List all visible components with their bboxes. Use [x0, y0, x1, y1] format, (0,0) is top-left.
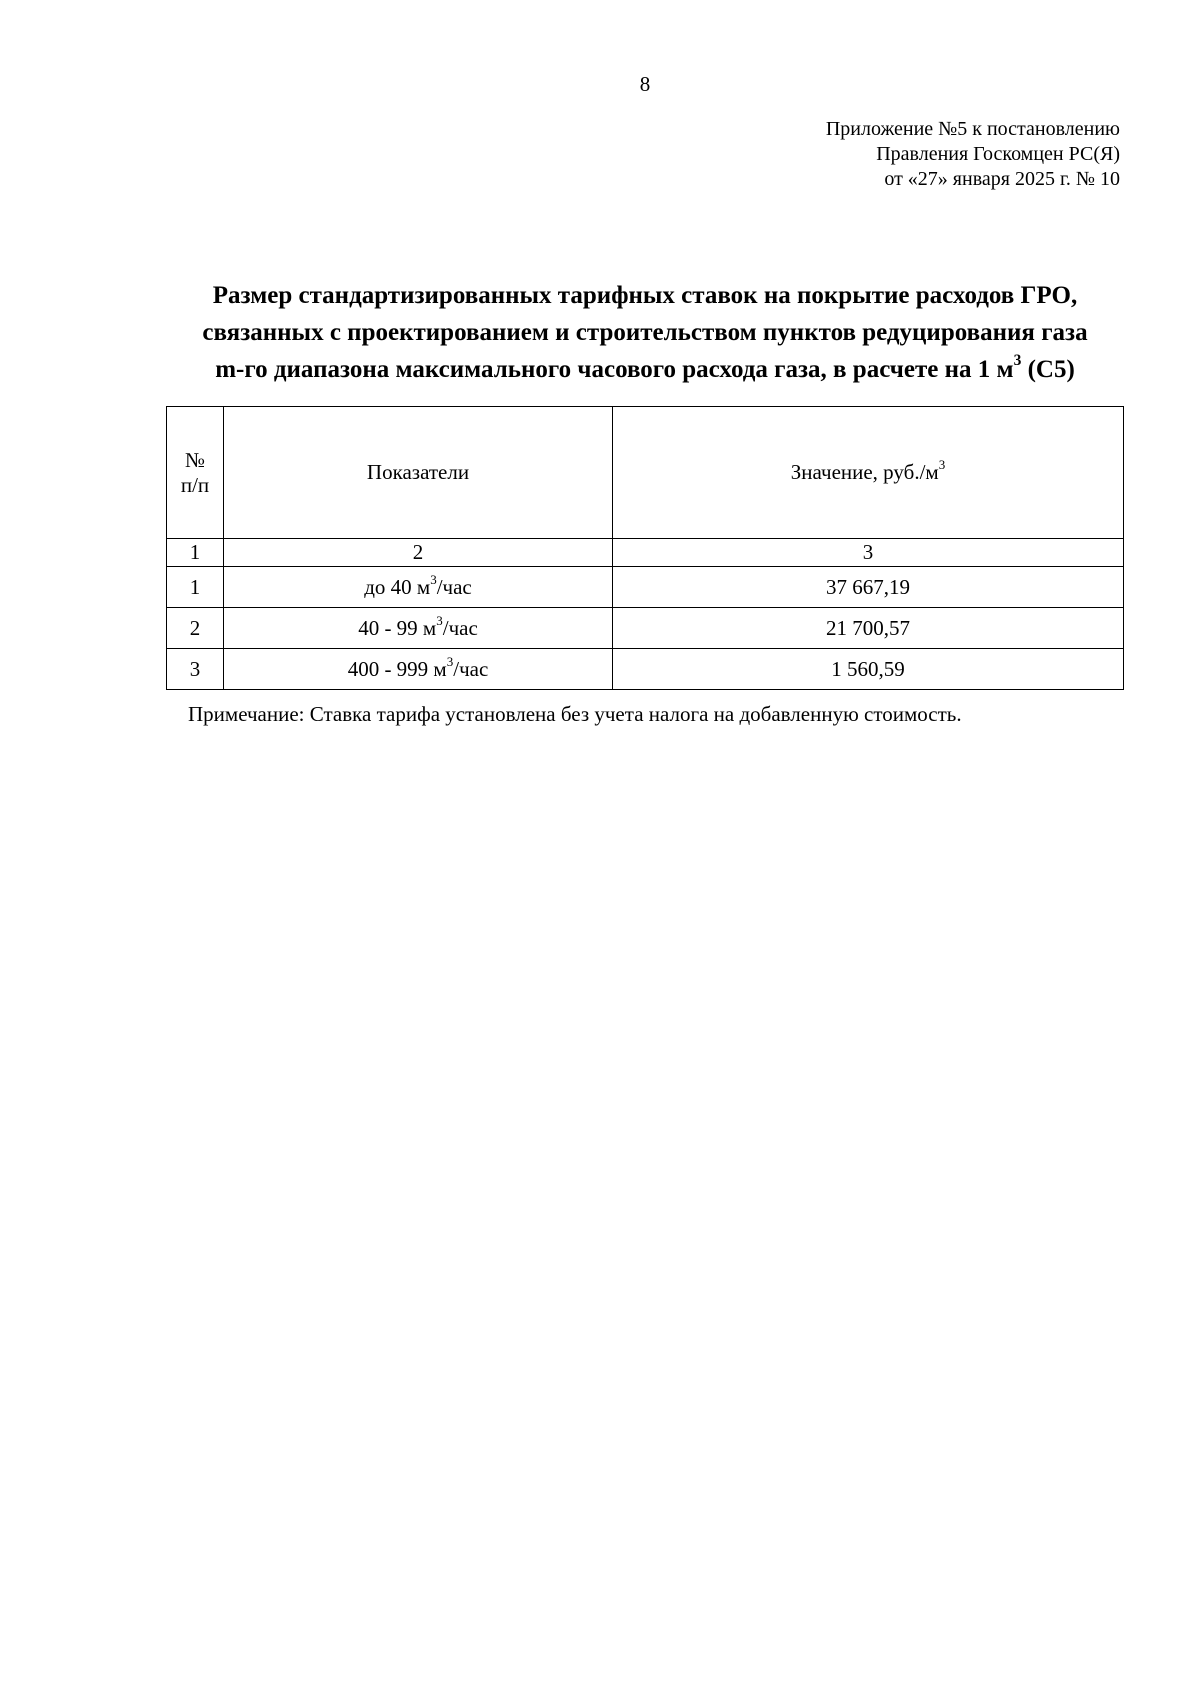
appendix-line: Правления Госкомцен РС(Я): [876, 143, 1120, 165]
row-indicator: [224, 649, 613, 690]
header-number-abbr: п/п: [180, 472, 210, 497]
indicator-unit: /час: [436, 574, 472, 599]
table-row: [167, 649, 1124, 690]
header-number: [167, 407, 224, 539]
table-note: Примечание: Ставка тарифа установлена без учета налога на добавленную стоимость.: [188, 702, 962, 726]
row-number: 2: [167, 608, 224, 649]
indicator-text: 40 - 99 м: [358, 615, 437, 640]
table-row: [167, 608, 1124, 649]
indicator-superscript: 3: [436, 612, 443, 628]
header-value-superscript: 3: [938, 457, 946, 473]
appendix-line: от «27» января 2025 г. № 10: [884, 168, 1120, 190]
appendix-line: Приложение №5 к постановлению: [825, 118, 1120, 140]
table-row: [167, 567, 1124, 608]
indicator-superscript: 3: [430, 571, 437, 587]
tariff-table: [166, 406, 1124, 690]
title-line-text: m-го диапазона максимального часового расхода газа, в расчете на 1 м: [215, 356, 1014, 383]
header-value-text: Значение, руб./м: [790, 460, 939, 484]
header-indicator: Показатели: [224, 407, 613, 539]
title-line: [150, 351, 1140, 388]
row-indicator: [224, 608, 613, 649]
indicator-unit: /час: [442, 615, 478, 640]
row-value: 21 700,57: [613, 608, 1124, 649]
row-number: 1: [167, 567, 224, 608]
header-value: [613, 407, 1124, 539]
table-header-row: [167, 407, 1124, 539]
row-value: 37 667,19: [613, 567, 1124, 608]
title-superscript: 3: [1013, 352, 1022, 370]
header-number-symbol: №: [184, 447, 206, 472]
title-line-tail: (С5): [1021, 356, 1075, 383]
indicator-superscript: 3: [446, 653, 454, 669]
row-value: 1 560,59: [613, 649, 1124, 690]
appendix-reference: [826, 117, 1120, 192]
indicator-text: до 40 м: [364, 574, 431, 599]
column-number: 1: [167, 539, 224, 567]
title-line: Размер стандартизированных тарифных ставок на покрытие расходов ГРО,: [212, 282, 1078, 309]
column-number-row: [167, 539, 1124, 567]
indicator-text: 400 - 999 м: [347, 656, 447, 681]
column-number: 2: [224, 539, 613, 567]
row-indicator: [224, 567, 613, 608]
row-number: 3: [167, 649, 224, 690]
title-line: связанных с проектированием и строительством пунктов редуцирования газа: [202, 319, 1088, 346]
column-number: 3: [613, 539, 1124, 567]
indicator-unit: /час: [453, 656, 489, 681]
document-title: [150, 277, 1140, 388]
page-number: 8: [639, 72, 651, 96]
